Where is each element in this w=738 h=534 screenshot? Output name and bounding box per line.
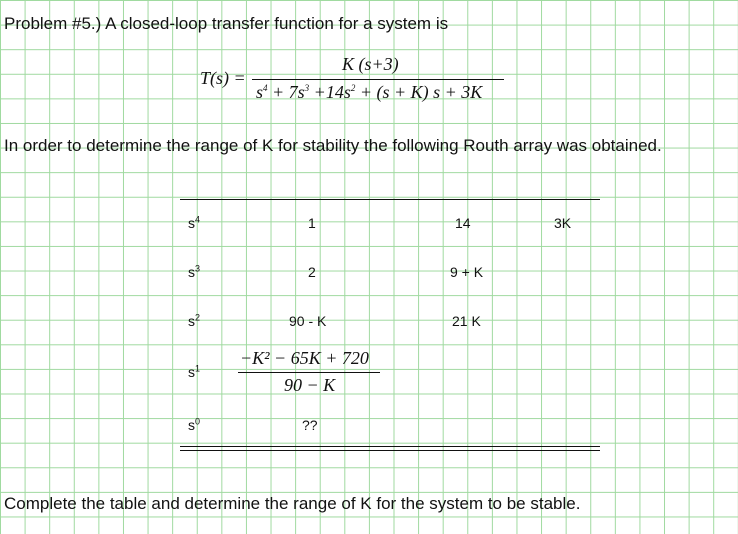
table-cell: 1 — [308, 215, 316, 231]
table-cell: 2 — [308, 264, 316, 280]
table-row-power: $s^1$ — [188, 363, 201, 380]
table-row-power: $s^4$ — [188, 214, 201, 231]
table-cell: 90 - K — [289, 313, 327, 329]
tf-denominator: $s^4 + 7s^3 +14s^2 + (s + K) s + 3K$ — [256, 82, 483, 102]
table-row-power: $s^2$ — [188, 312, 201, 329]
tf-lhs: T(s) = — [200, 68, 246, 88]
routh-intro: In order to determine the range of K for stability the following Routh array was obtained. — [4, 136, 662, 155]
tf-fraction-bar — [252, 79, 504, 80]
s1-fraction-bar — [238, 372, 380, 373]
s1-numerator: −K² − 65K + 720 — [240, 348, 369, 368]
s1-denominator: 90 − K — [284, 375, 336, 395]
problem-heading: Problem #5.) A closed-loop transfer function for a system is — [4, 14, 449, 33]
table-top-rule — [180, 199, 600, 200]
table-cell: 9 + K — [450, 264, 484, 280]
table-cell: 21 K — [452, 313, 481, 329]
table-cell: ?? — [302, 417, 318, 433]
table-cell: 3K — [554, 215, 572, 231]
table-bottom-rule-1 — [180, 446, 600, 447]
table-bottom-rule-2 — [180, 450, 600, 451]
tf-numerator: K (s+3) — [342, 54, 399, 74]
table-cell: 14 — [455, 215, 471, 231]
table-row-power: $s^0$ — [188, 416, 201, 433]
table-row-power: $s^3$ — [188, 263, 201, 280]
closing-instruction: Complete the table and determine the range of K for the system to be stable. — [4, 494, 581, 513]
